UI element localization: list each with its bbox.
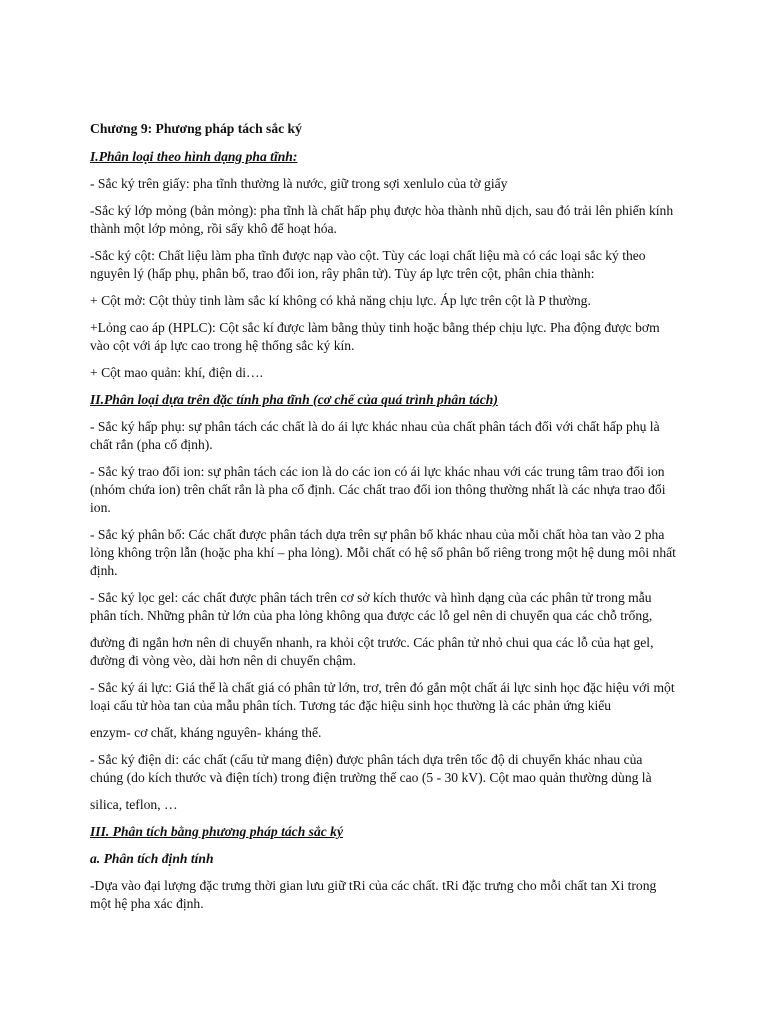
section-2-paragraph-1: - Sắc ký hấp phụ: sự phân tách các chất là do ái lực khác nhau của chất phân tách đối với chất hấp phụ là chất rắn (pha cố định). — [90, 419, 660, 452]
section-2-paragraph-3: - Sắc ký phân bố: Các chất được phân tách dựa trên sự phân bố khác nhau của mỗi chất hòa tan vào 2 pha lỏng không trộn lẫn (hoặc pha khí – pha lỏng). Mỗi chất có hệ số phân bố riêng trong một hệ dung môi nhất định. — [90, 527, 676, 578]
section-1-paragraph-5: +Lỏng cao áp (HPLC): Cột sắc kí được làm bằng thủy tinh hoặc bằng thép chịu lực. Pha động được bơm vào cột với áp lực cao trong hệ thống sắc ký kín. — [90, 320, 660, 353]
section-1-paragraph-2: -Sắc ký lớp mỏng (bản mỏng): pha tĩnh là chất hấp phụ được hòa thành nhũ dịch, sau đó trải lên phiến kính thành một lớp mỏng, rồi sấy khô để hoạt hóa. — [90, 203, 674, 236]
section-2-paragraph-6: - Sắc ký ái lực: Giá thể là chất giá có phân tử lớn, trơ, trên đó gắn một chất ái lực sinh học đặc hiệu với một loại cấu tử hòa tan của mẫu phân tích. Tương tác đặc hiệu sinh học thường là các phản ứng kiểu — [90, 680, 675, 713]
section-1-paragraph-4: + Cột mở: Cột thủy tinh làm sắc kí không có khả năng chịu lực. Áp lực trên cột là P thường. — [90, 293, 591, 308]
section-2-heading: II.Phân loại dựa trên đặc tính pha tĩnh (cơ chế của quá trình phân tách) — [90, 392, 498, 407]
section-2-paragraph-2: - Sắc ký trao đổi ion: sự phân tách các ion là do các ion có ái lực khác nhau với các trung tâm trao đổi ion (nhóm chứa ion) trên chất rắn là pha cố định. Các chất trao đổi ion thông thường nhất là các nhựa trao đổi ion. — [90, 464, 666, 515]
section-1-paragraph-6: + Cột mao quản: khí, điện di…. — [90, 365, 264, 380]
section-2-paragraph-4: - Sắc ký lọc gel: các chất được phân tách trên cơ sở kích thước và hình dạng của các phân tử trong mẫu phân tích. Những phân tử lớn của pha lỏng không qua được các lỗ gel nên di chuyển qua các chỗ trống, — [90, 590, 653, 623]
section-2-paragraph-5: đường đi ngắn hơn nên di chuyển nhanh, ra khỏi cột trước. Các phân tử nhỏ chui qua các lỗ của hạt gel, đường đi vòng vèo, dài hơn nên di chuyển chậm. — [90, 635, 654, 668]
section-1-paragraph-3: -Sắc ký cột: Chất liệu làm pha tĩnh được nạp vào cột. Tùy các loại chất liệu mà có các loại sắc ký theo nguyên lý (hấp phụ, phân bố, trao đổi ion, rây phân tử). Tùy áp lực trên cột, phân chia thành: — [90, 248, 646, 281]
section-1-heading: I.Phân loại theo hình dạng pha tĩnh: — [90, 149, 298, 164]
section-2-paragraph-7: enzym- cơ chất, kháng nguyên- kháng thể. — [90, 725, 322, 740]
chapter-title: Chương 9: Phương pháp tách sắc ký — [90, 121, 302, 136]
section-3-heading: III. Phân tích bằng phương pháp tách sắc ký — [90, 824, 343, 839]
section-3-paragraph-1: -Dựa vào đại lượng đặc trưng thời gian lưu giữ tRi của các chất. tRi đặc trưng cho mỗi chất tan Xi trong một hệ pha xác định. — [90, 878, 657, 911]
section-3-subheading: a. Phân tích định tính — [90, 851, 214, 866]
section-2-paragraph-8: - Sắc ký điện di: các chất (cấu tử mang điện) được phân tách dựa trên tốc độ di chuyển khác nhau của chúng (do kích thước và điện tích) trong điện trường thế cao (5 - 30 kV). Cột mao quản thường dùng là — [90, 752, 652, 785]
section-2-paragraph-9: silica, teflon, … — [90, 797, 178, 812]
section-1-paragraph-1: - Sắc ký trên giấy: pha tĩnh thường là nước, giữ trong sợi xenlulo của tờ giấy — [90, 176, 508, 191]
